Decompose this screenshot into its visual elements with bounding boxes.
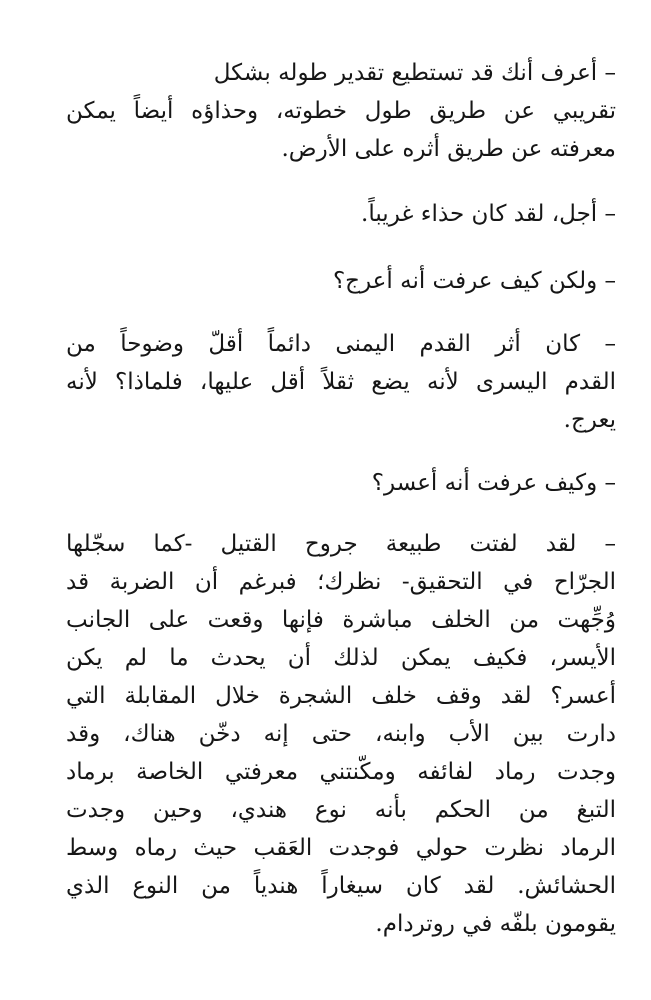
text-line: الجرّاح في التحقيق- نظرك؛ فبرغم أن الضربة قد <box>66 569 616 595</box>
dialogue-paragraph <box>66 262 616 300</box>
text-line: الرماد نظرت حولي فوجدت العَقب حيث رماه وسط <box>66 835 616 861</box>
dialogue-paragraph <box>66 325 616 439</box>
text-line: وجدت رماد لفائفه ومكّنتني معرفتي الخاصة برماد <box>66 759 616 785</box>
text-line: التبغ من الحكم بأنه نوع هندي، وحين وجدت <box>66 797 616 823</box>
text-line: القدم اليسرى لأنه يضع ثقلاً أقل عليها، فلماذا؟ لأنه <box>66 369 616 395</box>
text-line: – أجل، لقد كان حذاء غريباً. <box>361 201 616 227</box>
dialogue-paragraph <box>66 464 616 502</box>
text-line: يقومون بلفّه في روتردام. <box>375 911 616 937</box>
text-line: – ولكن كيف عرفت أنه أعرج؟ <box>332 268 616 294</box>
text-line: تقريبي عن طريق طول خطوته، وحذاؤه أيضاً يمكن <box>66 98 616 124</box>
dialogue-paragraph <box>66 525 616 943</box>
text-line: الأيسر، فكيف يمكن لذلك أن يحدث ما لم يكن <box>66 645 616 671</box>
text-line: – لقد لفتت طبيعة جروح القتيل -كما سجّلها <box>66 531 616 557</box>
text-line: أعسر؟ لقد وقف خلف الشجرة خلال المقابلة التي <box>66 683 616 709</box>
dialogue-paragraph <box>66 195 616 233</box>
text-line: معرفته عن طريق أثره على الأرض. <box>281 136 616 162</box>
text-line: وُجِّهت من الخلف مباشرة فإنها وقعت على الجانب <box>66 607 616 633</box>
text-line: يعرج. <box>563 407 616 433</box>
text-line: دارت بين الأب وابنه، حتى إنه دخّن هناك، وقد <box>66 721 616 747</box>
text-line: الحشائش. لقد كان سيغاراً هندياً من النوع الذي <box>66 873 616 899</box>
text-line: – وكيف عرفت أنه أعسر؟ <box>371 470 616 496</box>
text-line: – كان أثر القدم اليمنى دائماً أقلّ وضوحاً من <box>66 331 616 357</box>
dialogue-paragraph <box>66 54 616 168</box>
text-line: – أعرف أنك قد تستطيع تقدير طوله بشكل <box>213 60 616 86</box>
